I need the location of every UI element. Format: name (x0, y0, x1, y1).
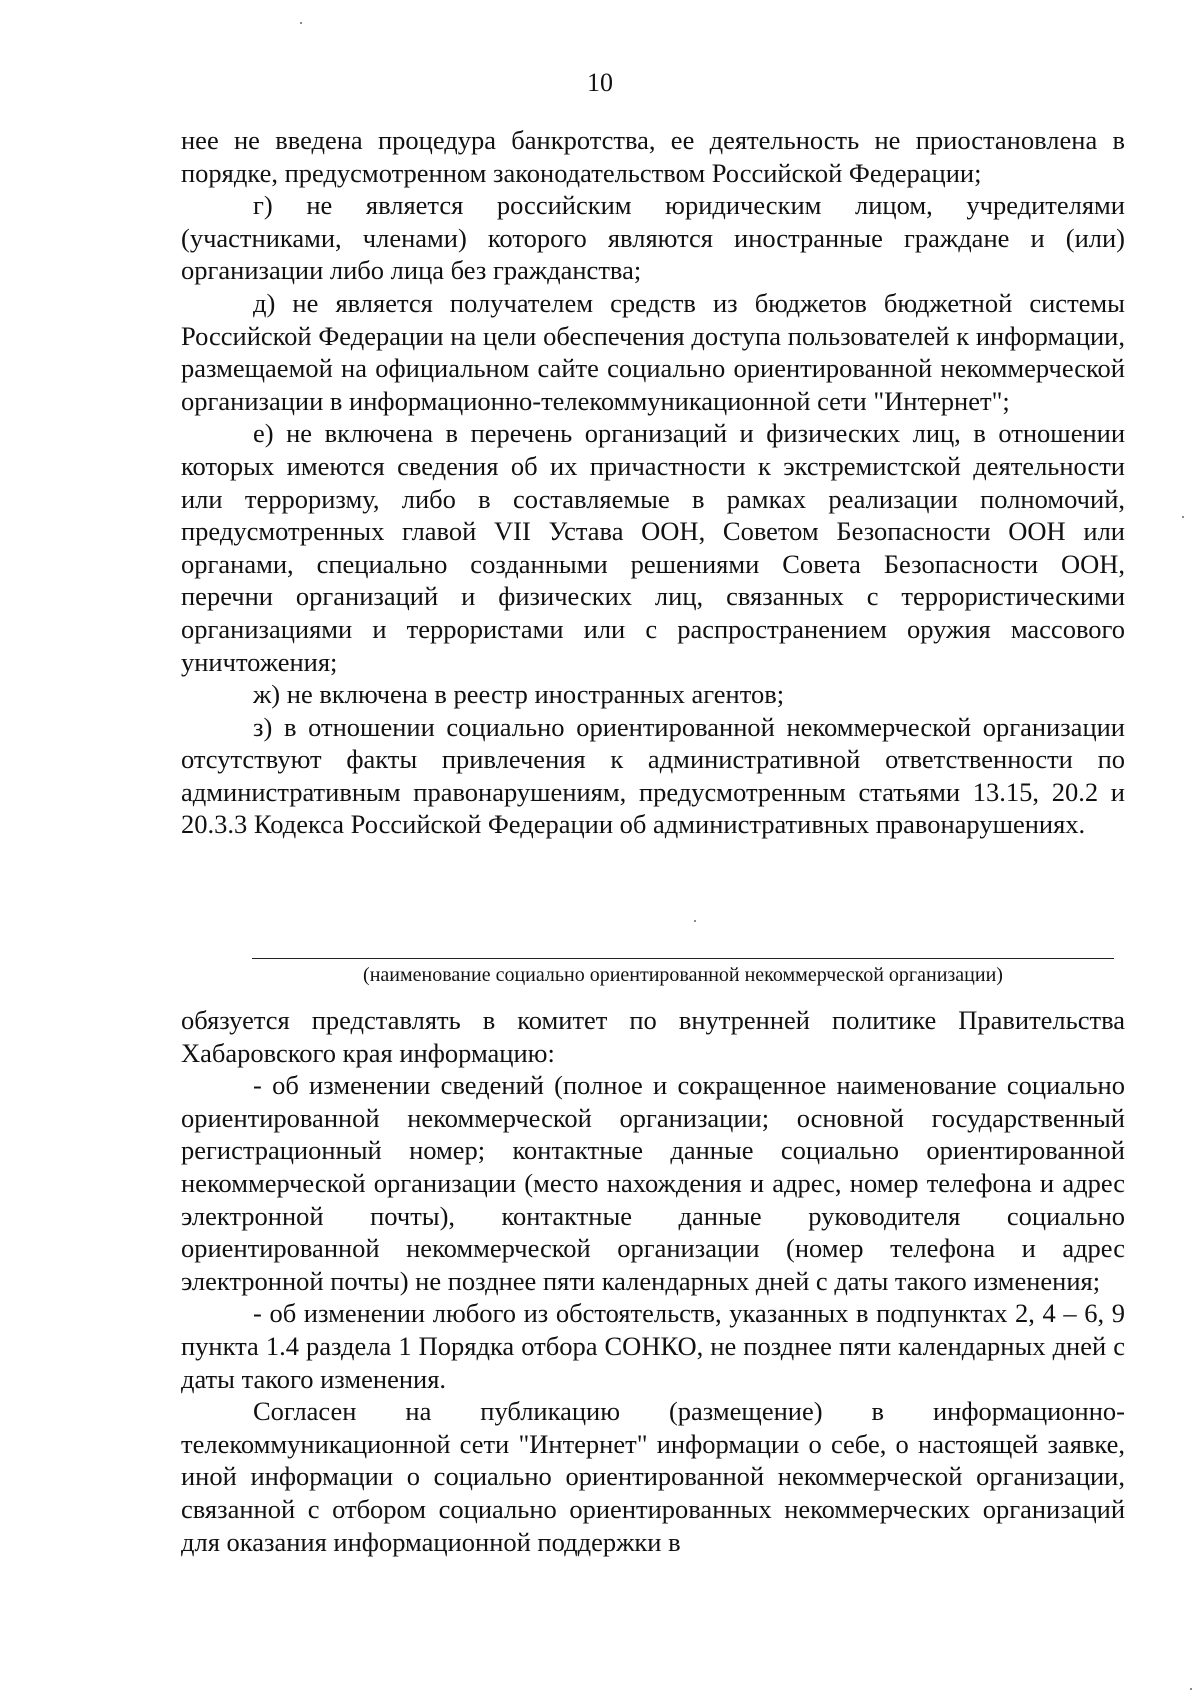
obligations-section (181, 1004, 1125, 1558)
paragraph-item-e: е) не включена в перечень организаций и физических лиц, в отношении которых имеются сведения об их причастности к экстремистской деятельности или терроризму, либо в составляемые в рамках реализации полномочий, предусмотренных главой VII Устава ООН, Советом Безопасности ООН или органами, специально созданными решениями Совета Безопасности ООН, перечни организаций и физических лиц, связанных с террористическими организациями и террористами или с распространением оружия массового уничтожения; (181, 418, 1125, 677)
paragraph-obligation-circumstances: - об изменении любого из обстоятельств, указанных в подпунктах 2, 4 – 6, 9 пункта 1.4 раздела 1 Порядка отбора СОНКО, не позднее пяти календарных дней с даты такого изменения. (181, 1298, 1125, 1394)
paragraph-obligation-intro: обязуется представлять в комитет по внутренней политике Правительства Хабаровского края информацию: (181, 1005, 1125, 1068)
paragraph-item-d: д) не является получателем средств из бюджетов бюджетной системы Российской Федерации на цели обеспечения доступа пользователей к информации, размещаемой на официальном сайте социально ориентированной некоммерческой организации в информационно-телекоммуникационной сети "Интернет"; (181, 287, 1125, 416)
paragraph-item-g: г) не является российским юридическим лицом, учредителями (участниками, членами) которого являются иностранные граждане и (или) организации либо лица без гражданства; (181, 190, 1125, 286)
page-number: 10 (587, 68, 613, 97)
scan-speck (1182, 516, 1184, 518)
organization-name-caption: (наименование социально ориентированной некоммерческой организации) (363, 964, 1003, 986)
scan-speck (1190, 1688, 1192, 1690)
organization-name-blank-line (252, 958, 1114, 959)
requirements-list (181, 124, 1125, 841)
paragraph-consent-publication: Согласен на публикацию (размещение) в информационно-телекоммуникационной сети "Интернет" информации о себе, о настоящей заявке, иной информации о социально ориентированной некоммерческой организации, связанной с отбором социально ориентированных некоммерческих организаций для оказания информационной поддержки в (181, 1396, 1125, 1557)
scan-speck (300, 22, 302, 24)
paragraph-bankruptcy-continuation: нее не введена процедура банкротства, ее деятельность не приостановлена в порядке, предусмотренном законодательством Российской Федерации; (181, 125, 1125, 188)
scan-speck (694, 920, 696, 922)
paragraph-obligation-changes: - об изменении сведений (полное и сокращенное наименование социально ориентированной некоммерческой организации; основной государственный регистрационный номер; контактные данные социально ориентированной некоммерческой организации (место нахождения и адрес, номер телефона и адрес электронной почты), контактные данные руководителя социально ориентированной некоммерческой организации (номер телефона и адрес электронной почты) не позднее пяти календарных дней с даты такого изменения; (181, 1070, 1125, 1296)
paragraph-item-zh: ж) не включена в реестр иностранных агентов; (253, 679, 785, 710)
paragraph-item-z: з) в отношении социально ориентированной некоммерческой организации отсутствуют факты привлечения к административной ответственности по административным правонарушениям, предусмотренным статьями 13.15, 20.2 и 20.3.3 Кодекса Российской Федерации об административных правонарушениях. (181, 711, 1125, 840)
